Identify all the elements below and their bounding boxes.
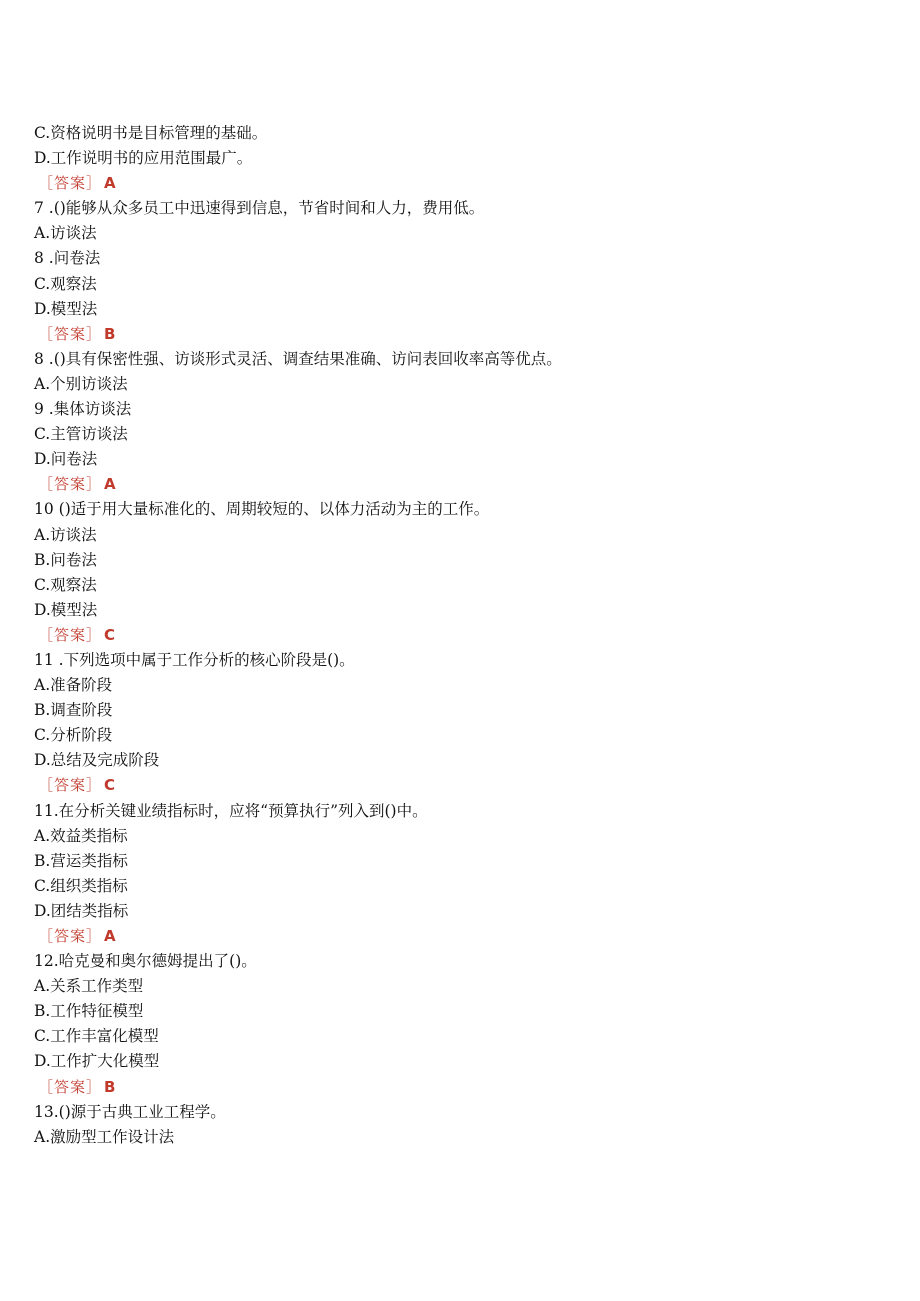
option-line: C.组织类指标 (34, 876, 128, 895)
question-line: 8 .()具有保密性强、访谈形式灵活、调查结果准确、访问表回收率高等优点。 (34, 349, 562, 368)
option-line: C.主管访谈法 (34, 425, 128, 444)
answer-line (34, 1075, 894, 1100)
question-line: 10 ()适于用大量标准化的、周期较短的、以体力活动为主的工作。 (34, 500, 490, 519)
option-line: D.工作说明书的应用范围最广。 (34, 149, 253, 168)
answer-label: ［答案］ (38, 625, 103, 644)
option-line: A.访谈法 (34, 224, 97, 243)
option-line: A.关系工作类型 (34, 977, 144, 996)
option-line: A.准备阶段 (34, 676, 113, 695)
question-line: 11 .下列选项中属于工作分析的核心阶段是()。 (34, 650, 355, 669)
answer-value: A (104, 927, 117, 945)
option-line: 9 .集体访谈法 (34, 400, 132, 419)
answer-label: ［答案］ (38, 1077, 103, 1096)
option-line: A.效益类指标 (34, 826, 128, 845)
question-line: 12.哈克曼和奥尔德姆提出了()。 (34, 952, 257, 971)
option-line: D.总结及完成阶段 (34, 751, 160, 770)
answer-line (34, 472, 894, 497)
option-line: C.观察法 (34, 274, 97, 293)
option-line: D.工作扩大化模型 (34, 1052, 160, 1071)
option-line: D.团结类指标 (34, 901, 129, 920)
answer-line (34, 171, 894, 196)
option-line: A.激励型工作设计法 (34, 1127, 175, 1146)
option-line: C.资格说明书是目标管理的基础。 (34, 124, 268, 142)
answer-label: ［答案］ (38, 324, 103, 343)
answer-line (34, 322, 894, 347)
option-line: B.营运类指标 (34, 851, 128, 870)
option-line: A.访谈法 (34, 525, 97, 544)
answer-value: A (104, 174, 117, 193)
option-line: D.模型法 (34, 600, 98, 619)
document-page (34, 121, 894, 1150)
answer-line (34, 924, 894, 949)
answer-label: ［答案］ (38, 174, 103, 193)
option-line: B.调查阶段 (34, 701, 113, 720)
option-line: D.模型法 (34, 299, 98, 318)
answer-line (34, 623, 894, 648)
option-line: B.工作特征模型 (34, 1002, 144, 1021)
option-line: D.问卷法 (34, 450, 98, 469)
answer-value: C (104, 776, 117, 795)
answer-label: ［答案］ (38, 927, 103, 945)
answer-value: B (104, 1077, 117, 1096)
option-line: C.观察法 (34, 575, 97, 594)
answer-value: C (104, 625, 117, 644)
answer-line (34, 773, 894, 798)
answer-value: B (104, 324, 117, 343)
option-line: C.工作丰富化模型 (34, 1027, 159, 1046)
answer-label: ［答案］ (38, 475, 103, 494)
question-line: 13.()源于古典工业工程学。 (34, 1102, 226, 1121)
option-line: B.问卷法 (34, 550, 97, 569)
question-line: 7 .()能够从众多员工中迅速得到信息，节省时间和人力，费用低。 (34, 199, 485, 218)
option-line: C.分析阶段 (34, 726, 113, 745)
question-line: 11.在分析关键业绩指标时，应将“预算执行”列入到()中。 (34, 801, 428, 820)
option-line: A.个别访谈法 (34, 374, 128, 393)
answer-label: ［答案］ (38, 776, 103, 795)
answer-value: A (104, 475, 117, 494)
option-line: 8 .问卷法 (34, 249, 101, 268)
